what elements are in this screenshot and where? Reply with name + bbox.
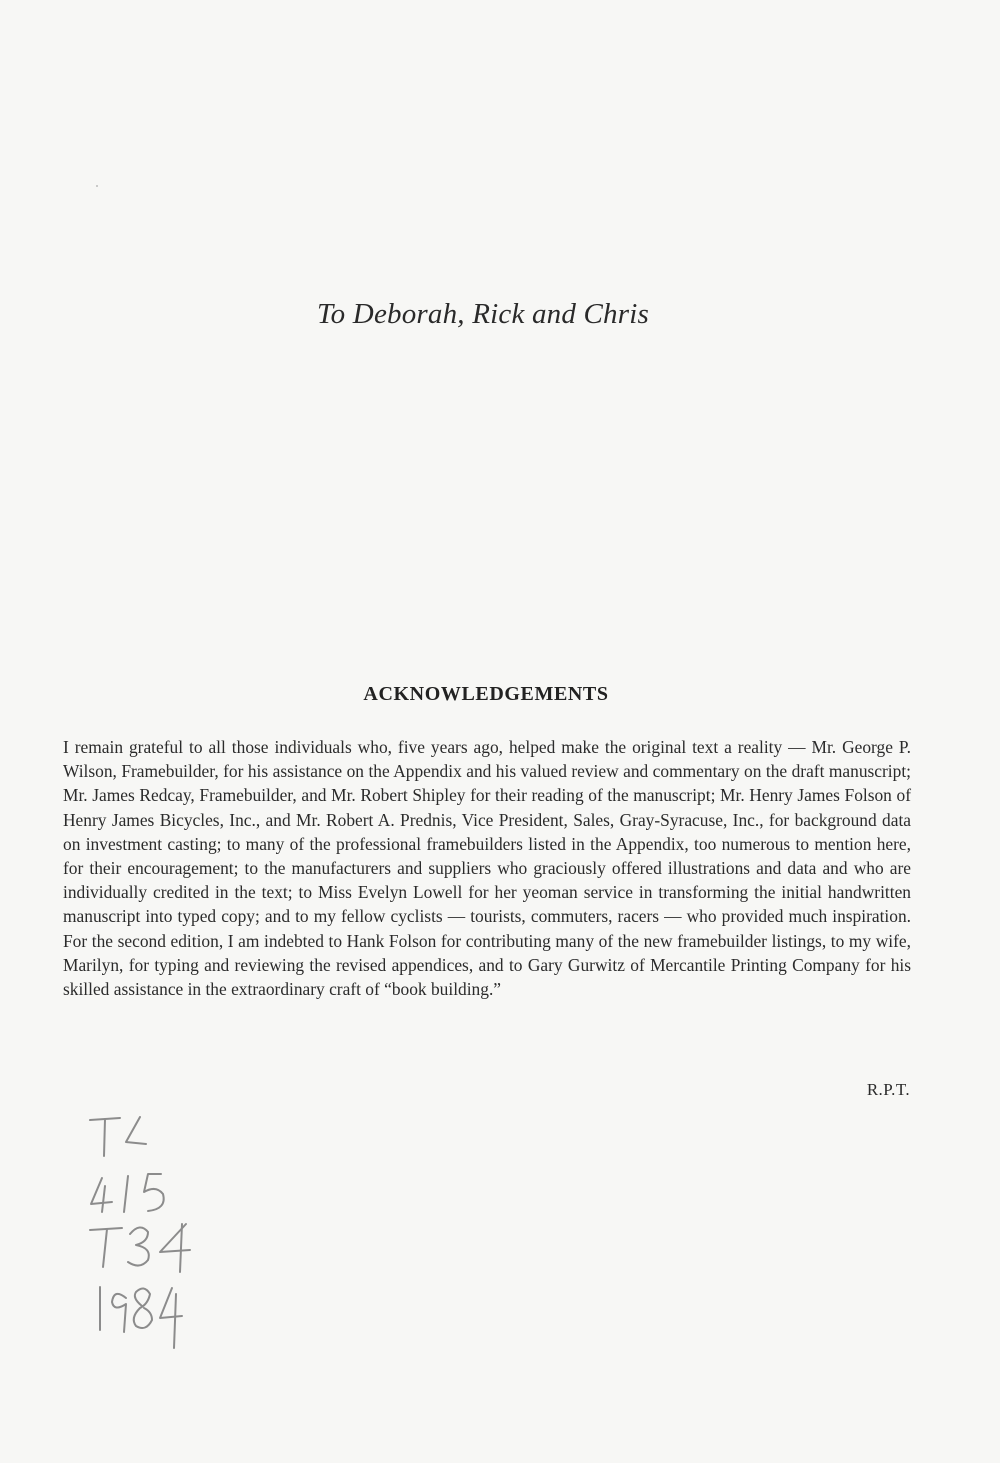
paper-speck [96,185,98,187]
acknowledgements-heading: ACKNOWLEDGEMENTS [363,683,609,705]
author-initials: R.P.T. [866,1080,910,1099]
call-number-line-415 [91,1174,164,1212]
call-number-line-1984 [100,1287,182,1348]
handwritten-call-number [88,1112,218,1362]
call-number-line-t34 [88,1224,190,1272]
call-number-line-tl [90,1117,146,1156]
acknowledgements-text: I remain grateful to all those individuals who, five years ago, helped make the original text a reality — Mr. George P. Wilson, Framebuilder, for his assistance on the Appendix and his valued review and commentary on the draft manuscript; Mr. James Redcay, Framebuilder, and Mr. Robert Shipley for their reading of the manuscript; Mr. Henry James Folson of Henry James Bicycles, Inc., and Mr. Robert A. Prednis, Vice President, Sales, Gray-Syracuse, Inc., for background data on investment casting; to many of the professional framebuilders listed in the Appendix, too numerous to mention here, for their encouragement; to the manufacturers and suppliers who graciously offered illustrations and data and who are individually credited in the text; to Miss Evelyn Lowell for her yeoman service in transforming the initial handwritten manuscript into typed copy; and to my fellow cyclists — tourists, commuters, racers — who provided much inspiration. For the second edition, I am indebted to Hank Folson for contributing many of the new framebuilder listings, to my wife, Marilyn, for typing and reviewing the revised appendices, and to Gary Gurwitz of Mercantile Printing Company for his skilled assistance in the extraordinary craft of “book building.” [63,737,911,1000]
dedication: To Deborah, Rick and Chris [316,298,649,330]
